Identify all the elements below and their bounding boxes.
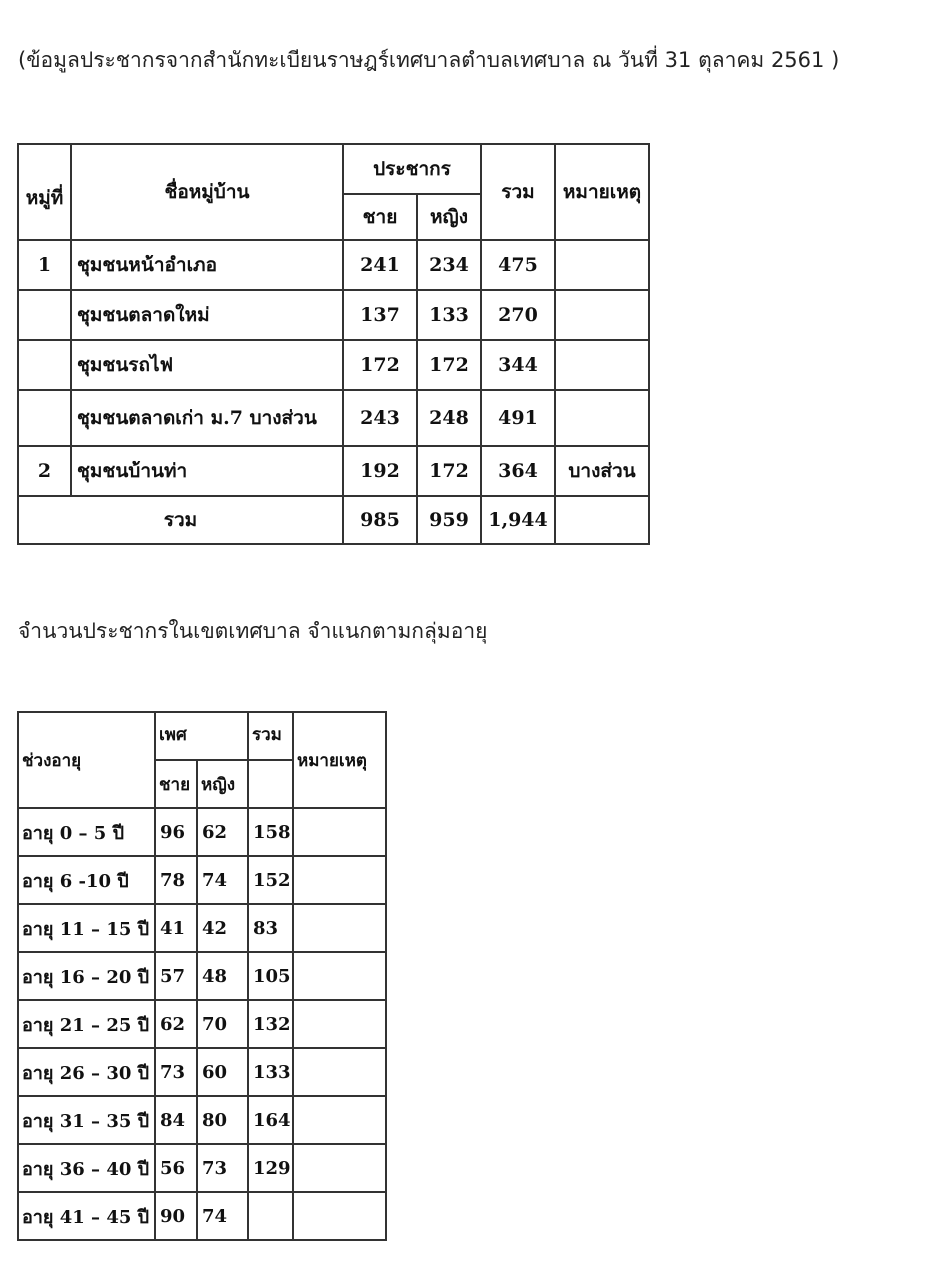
age-range-cell: อายุ 0 – 5 ปี <box>18 808 155 856</box>
remark-cell <box>293 1144 386 1192</box>
header-total: รวม <box>248 712 293 760</box>
table-row <box>18 1048 386 1096</box>
village-name-cell: ชุมชนตลาดใหม่ <box>71 290 343 340</box>
female-cell: 73 <box>197 1144 248 1192</box>
male-cell: 241 <box>343 240 417 290</box>
age-range-cell: อายุ 6 -10 ปี <box>18 856 155 904</box>
female-cell: 74 <box>197 856 248 904</box>
total-cell: 152 <box>248 856 293 904</box>
remark-cell <box>555 390 649 446</box>
total-cell: 129 <box>248 1144 293 1192</box>
header-male: ชาย <box>343 194 417 240</box>
female-cell: 48 <box>197 952 248 1000</box>
table-total-row <box>18 496 649 544</box>
male-cell: 41 <box>155 904 197 952</box>
female-cell: 80 <box>197 1096 248 1144</box>
male-cell: 192 <box>343 446 417 496</box>
moo-cell <box>18 340 71 390</box>
age-range-cell: อายุ 31 – 35 ปี <box>18 1096 155 1144</box>
table-row <box>18 1000 386 1048</box>
female-cell: 60 <box>197 1048 248 1096</box>
header-population: ประชากร <box>343 144 481 194</box>
age-group-caption: จำนวนประชากรในเขตเทศบาล จำแนกตามกลุ่มอายุ <box>18 619 488 643</box>
female-cell: 133 <box>417 290 481 340</box>
header-village-name: ชื่อหมู่บ้าน <box>71 144 343 240</box>
total-cell: 491 <box>481 390 555 446</box>
total-cell: 83 <box>248 904 293 952</box>
table-row <box>18 290 649 340</box>
table-row <box>18 904 386 952</box>
female-cell: 248 <box>417 390 481 446</box>
table-row <box>18 1144 386 1192</box>
remark-cell: บางส่วน <box>555 446 649 496</box>
remark-cell <box>293 1192 386 1240</box>
total-cell: 344 <box>481 340 555 390</box>
remark-cell <box>293 808 386 856</box>
male-cell: 73 <box>155 1048 197 1096</box>
table-row <box>18 1096 386 1144</box>
header-male: ชาย <box>155 760 197 808</box>
moo-cell <box>18 390 71 446</box>
male-cell: 90 <box>155 1192 197 1240</box>
female-cell: 70 <box>197 1000 248 1048</box>
table-row <box>18 340 649 390</box>
header-sex: เพศ <box>155 712 248 760</box>
remark-cell <box>293 952 386 1000</box>
age-range-cell: อายุ 36 – 40 ปี <box>18 1144 155 1192</box>
age-group-table <box>17 711 387 1241</box>
total-cell: 133 <box>248 1048 293 1096</box>
header-female: หญิง <box>197 760 248 808</box>
header-remark: หมายเหตุ <box>555 144 649 240</box>
total-cell: 475 <box>481 240 555 290</box>
village-name-cell: ชุมชนรถไฟ <box>71 340 343 390</box>
village-name-cell: ชุมชนหน้าอำเภอ <box>71 240 343 290</box>
remark-cell <box>293 856 386 904</box>
remark-cell <box>293 1048 386 1096</box>
total-cell: 270 <box>481 290 555 340</box>
age-range-cell: อายุ 11 – 15 ปี <box>18 904 155 952</box>
male-cell: 96 <box>155 808 197 856</box>
table-row <box>18 446 649 496</box>
table-row <box>18 952 386 1000</box>
male-cell: 78 <box>155 856 197 904</box>
male-cell: 172 <box>343 340 417 390</box>
male-cell: 84 <box>155 1096 197 1144</box>
total-all: 1,944 <box>481 496 555 544</box>
total-cell: 132 <box>248 1000 293 1048</box>
total-cell <box>248 1192 293 1240</box>
male-cell: 137 <box>343 290 417 340</box>
remark-cell <box>555 340 649 390</box>
table-row <box>18 390 649 446</box>
total-cell: 364 <box>481 446 555 496</box>
village-name-cell: ชุมชนตลาดเก่า ม.7 บางส่วน <box>71 390 343 446</box>
table-row <box>18 240 649 290</box>
total-male: 985 <box>343 496 417 544</box>
male-cell: 56 <box>155 1144 197 1192</box>
female-cell: 42 <box>197 904 248 952</box>
source-note: (ข้อมูลประชากรจากสำนักทะเบียนราษฎร์เทศบาลตำบลเทศบาล ณ วันที่ 31 ตุลาคม 2561 ) <box>18 48 840 72</box>
header-total: รวม <box>481 144 555 240</box>
remark-cell <box>293 904 386 952</box>
total-cell: 164 <box>248 1096 293 1144</box>
header-female: หญิง <box>417 194 481 240</box>
male-cell: 57 <box>155 952 197 1000</box>
village-name-cell: ชุมชนบ้านท่า <box>71 446 343 496</box>
remark-cell <box>293 1096 386 1144</box>
total-cell: 158 <box>248 808 293 856</box>
female-cell: 172 <box>417 446 481 496</box>
moo-cell: 1 <box>18 240 71 290</box>
header-moo: หมู่ที่ <box>18 144 71 240</box>
header-age-range: ช่วงอายุ <box>18 712 155 808</box>
age-range-cell: อายุ 16 – 20 ปี <box>18 952 155 1000</box>
male-cell: 62 <box>155 1000 197 1048</box>
village-population-table <box>17 143 650 545</box>
remark-cell <box>555 240 649 290</box>
moo-cell <box>18 290 71 340</box>
remark-cell <box>555 290 649 340</box>
age-range-cell: อายุ 21 – 25 ปี <box>18 1000 155 1048</box>
female-cell: 74 <box>197 1192 248 1240</box>
header-remark: หมายเหตุ <box>293 712 386 808</box>
header-total-empty <box>248 760 293 808</box>
female-cell: 62 <box>197 808 248 856</box>
female-cell: 172 <box>417 340 481 390</box>
total-cell: 105 <box>248 952 293 1000</box>
remark-cell <box>293 1000 386 1048</box>
female-cell: 234 <box>417 240 481 290</box>
total-female: 959 <box>417 496 481 544</box>
age-range-cell: อายุ 41 – 45 ปี <box>18 1192 155 1240</box>
table-row <box>18 856 386 904</box>
total-label: รวม <box>18 496 343 544</box>
moo-cell: 2 <box>18 446 71 496</box>
table-row <box>18 1192 386 1240</box>
male-cell: 243 <box>343 390 417 446</box>
age-range-cell: อายุ 26 – 30 ปี <box>18 1048 155 1096</box>
table-row <box>18 808 386 856</box>
total-remark <box>555 496 649 544</box>
